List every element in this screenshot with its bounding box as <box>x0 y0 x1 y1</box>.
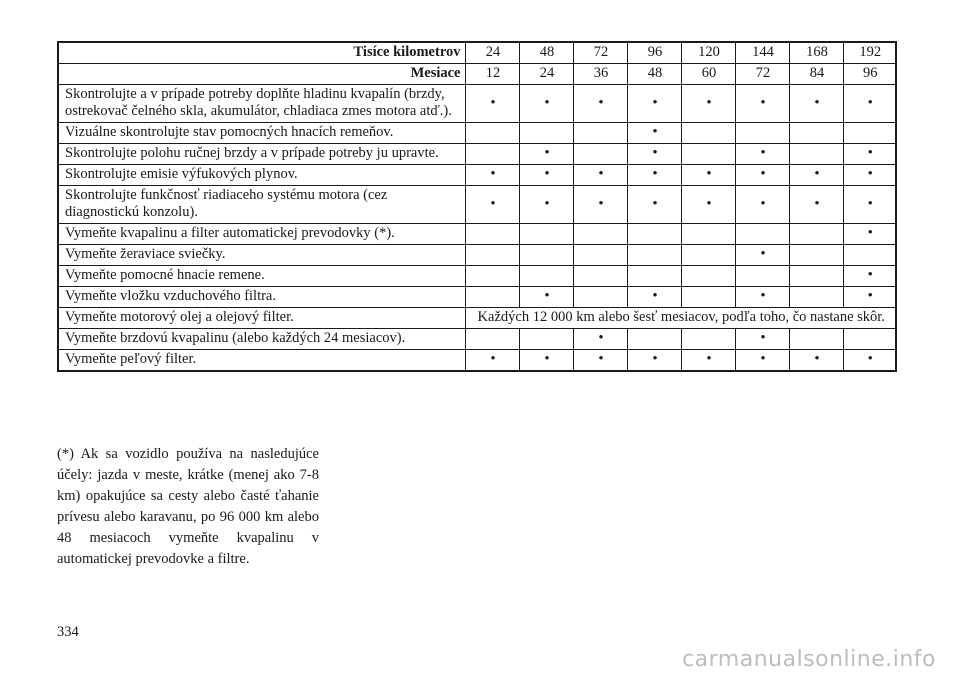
empty-cell <box>573 266 627 287</box>
header-value: 12 <box>465 64 519 85</box>
empty-cell <box>735 266 789 287</box>
service-mark: • <box>627 165 681 186</box>
service-mark: • <box>681 350 735 372</box>
empty-cell <box>681 287 735 308</box>
empty-cell <box>465 329 519 350</box>
service-mark: • <box>519 165 573 186</box>
service-mark: • <box>681 85 735 123</box>
empty-cell <box>735 224 789 245</box>
header-value: 24 <box>465 42 519 64</box>
task-cell: Vymeňte žeraviace sviečky. <box>58 245 465 266</box>
service-mark: • <box>735 245 789 266</box>
service-mark: • <box>627 144 681 165</box>
service-mark: • <box>843 144 896 165</box>
header-row <box>58 42 896 64</box>
task-cell: Skontrolujte emisie výfukových plynov. <box>58 165 465 186</box>
empty-cell <box>465 144 519 165</box>
service-mark: • <box>681 165 735 186</box>
service-mark: • <box>465 186 519 224</box>
service-mark: • <box>465 165 519 186</box>
empty-cell <box>789 144 843 165</box>
empty-cell <box>465 123 519 144</box>
empty-cell <box>573 144 627 165</box>
header-value: 36 <box>573 64 627 85</box>
task-cell: Vymeňte brzdovú kvapalinu (alebo každých 24 mesiacov). <box>58 329 465 350</box>
service-mark: • <box>627 186 681 224</box>
service-mark: • <box>843 224 896 245</box>
empty-cell <box>789 245 843 266</box>
task-cell: Vymeňte motorový olej a olejový filter. <box>58 308 465 329</box>
header-label: Tisíce kilometrov <box>58 42 465 64</box>
service-mark: • <box>789 350 843 372</box>
service-mark: • <box>843 165 896 186</box>
table-row <box>58 350 896 372</box>
table-row <box>58 186 896 224</box>
service-mark: • <box>627 350 681 372</box>
empty-cell <box>627 245 681 266</box>
header-value: 48 <box>519 42 573 64</box>
service-mark: • <box>573 165 627 186</box>
empty-cell <box>519 123 573 144</box>
header-value: 84 <box>789 64 843 85</box>
empty-cell <box>681 329 735 350</box>
empty-cell <box>681 224 735 245</box>
empty-cell <box>789 266 843 287</box>
empty-cell <box>465 224 519 245</box>
header-value: 24 <box>519 64 573 85</box>
service-mark: • <box>573 350 627 372</box>
service-mark: • <box>735 144 789 165</box>
service-mark: • <box>735 329 789 350</box>
service-mark: • <box>843 350 896 372</box>
task-cell: Skontrolujte a v prípade potreby doplňte hladinu kvapalín (brzdy, ostrekovač čelného skla, akumulátor, chladiaca zmes motora atď.). <box>58 85 465 123</box>
service-mark: • <box>735 186 789 224</box>
header-value: 96 <box>627 42 681 64</box>
interval-note: Každých 12 000 km alebo šesť mesiacov, podľa toho, čo nastane skôr. <box>465 308 896 329</box>
task-cell: Skontrolujte polohu ručnej brzdy a v prípade potreby ju upravte. <box>58 144 465 165</box>
empty-cell <box>519 245 573 266</box>
header-value: 168 <box>789 42 843 64</box>
service-mark: • <box>843 85 896 123</box>
empty-cell <box>789 287 843 308</box>
header-row <box>58 64 896 85</box>
empty-cell <box>789 123 843 144</box>
empty-cell <box>843 245 896 266</box>
header-label: Mesiace <box>58 64 465 85</box>
service-mark: • <box>465 85 519 123</box>
table-row <box>58 245 896 266</box>
empty-cell <box>465 245 519 266</box>
header-value: 120 <box>681 42 735 64</box>
empty-cell <box>681 123 735 144</box>
table-row <box>58 329 896 350</box>
table-row <box>58 266 896 287</box>
empty-cell <box>573 123 627 144</box>
watermark: carmanualsonline.info <box>682 647 936 672</box>
service-mark: • <box>519 287 573 308</box>
empty-cell <box>735 123 789 144</box>
page-number: 334 <box>57 624 79 640</box>
task-cell: Vymeňte pomocné hnacie remene. <box>58 266 465 287</box>
service-mark: • <box>843 266 896 287</box>
table-row <box>58 308 896 329</box>
header-value: 192 <box>843 42 896 64</box>
empty-cell <box>843 123 896 144</box>
table-row <box>58 165 896 186</box>
maintenance-schedule-table <box>57 41 897 372</box>
service-mark: • <box>735 287 789 308</box>
header-value: 72 <box>735 64 789 85</box>
service-mark: • <box>573 186 627 224</box>
task-cell: Vymeňte vložku vzduchového filtra. <box>58 287 465 308</box>
header-value: 144 <box>735 42 789 64</box>
empty-cell <box>789 224 843 245</box>
empty-cell <box>519 224 573 245</box>
service-mark: • <box>519 350 573 372</box>
table-row <box>58 144 896 165</box>
service-mark: • <box>789 165 843 186</box>
task-cell: Vymeňte kvapalinu a filter automatickej prevodovky (*). <box>58 224 465 245</box>
table-row <box>58 287 896 308</box>
header-value: 60 <box>681 64 735 85</box>
service-mark: • <box>843 186 896 224</box>
service-mark: • <box>465 350 519 372</box>
empty-cell <box>681 266 735 287</box>
task-cell: Vymeňte peľový filter. <box>58 350 465 372</box>
service-mark: • <box>627 85 681 123</box>
service-mark: • <box>573 329 627 350</box>
service-mark: • <box>519 144 573 165</box>
empty-cell <box>465 287 519 308</box>
service-mark: • <box>573 85 627 123</box>
service-mark: • <box>627 123 681 144</box>
service-mark: • <box>789 85 843 123</box>
table-row <box>58 85 896 123</box>
empty-cell <box>465 266 519 287</box>
service-mark: • <box>519 85 573 123</box>
service-mark: • <box>789 186 843 224</box>
task-cell: Vizuálne skontrolujte stav pomocných hnacích remeňov. <box>58 123 465 144</box>
service-mark: • <box>843 287 896 308</box>
service-mark: • <box>735 85 789 123</box>
service-mark: • <box>735 350 789 372</box>
empty-cell <box>573 287 627 308</box>
footnote: (*) Ak sa vozidlo používa na nasledujúce účely: jazda v meste, krátke (menej ako 7-8 km) opakujúce sa cesty alebo časté ťahanie prívesu alebo karavanu, po 96 000 km alebo 48 mesiacoch vymeňte kvapalinu v automatickej prevodovke a filtre. <box>57 446 319 567</box>
empty-cell <box>843 329 896 350</box>
header-value: 48 <box>627 64 681 85</box>
empty-cell <box>519 329 573 350</box>
empty-cell <box>789 329 843 350</box>
empty-cell <box>681 245 735 266</box>
header-value: 72 <box>573 42 627 64</box>
empty-cell <box>681 144 735 165</box>
service-mark: • <box>627 287 681 308</box>
table-row <box>58 123 896 144</box>
empty-cell <box>627 224 681 245</box>
service-mark: • <box>519 186 573 224</box>
empty-cell <box>519 266 573 287</box>
empty-cell <box>573 224 627 245</box>
service-mark: • <box>681 186 735 224</box>
task-cell: Skontrolujte funkčnosť riadiaceho systému motora (cez diagnostickú konzolu). <box>58 186 465 224</box>
empty-cell <box>627 266 681 287</box>
header-value: 96 <box>843 64 896 85</box>
service-mark: • <box>735 165 789 186</box>
empty-cell <box>573 245 627 266</box>
table-row <box>58 224 896 245</box>
empty-cell <box>627 329 681 350</box>
